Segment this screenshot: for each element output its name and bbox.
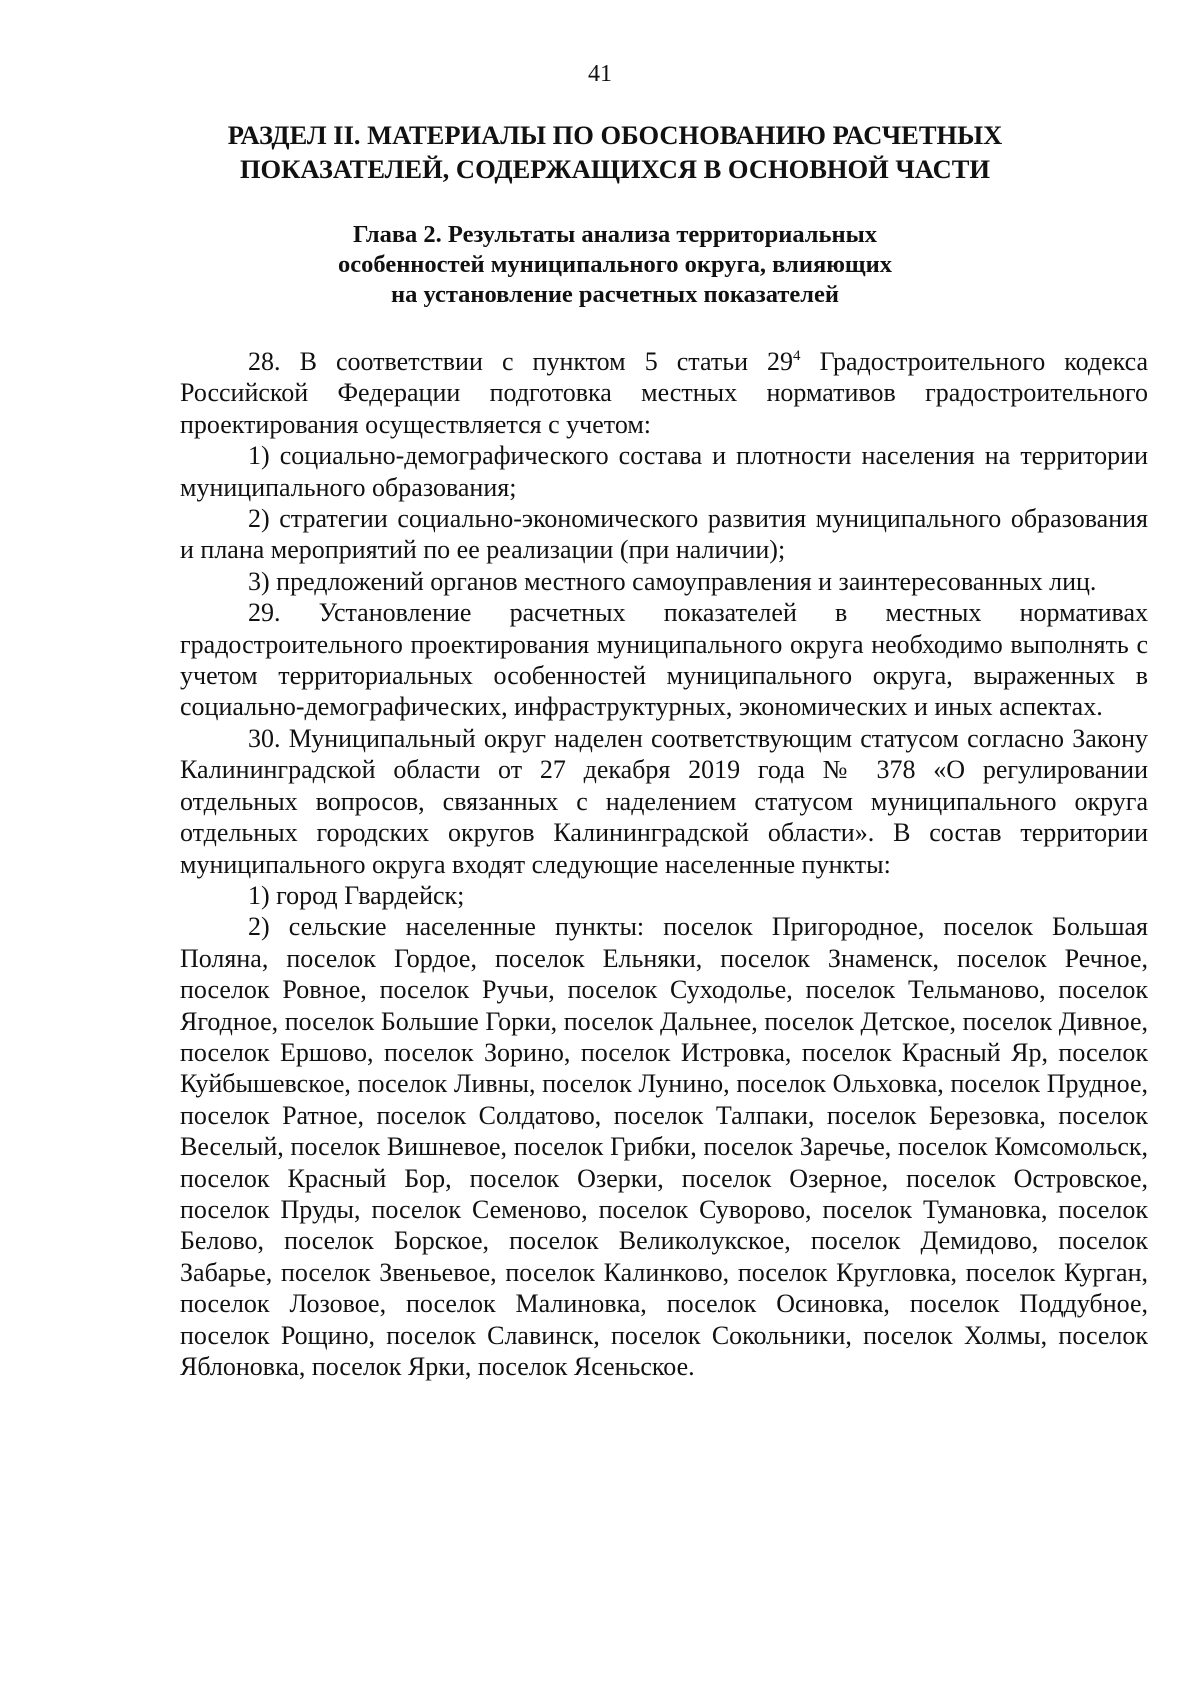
paragraph-28 bbox=[180, 346, 1148, 440]
paragraph-30-item-1: 1) город Гвардейск; bbox=[248, 880, 465, 910]
paragraph-28-item-3: 3) предложений органов местного самоуправления и заинтересованных лиц. bbox=[248, 566, 1097, 596]
body-text bbox=[180, 346, 1148, 1382]
paragraph-28-item-2: 2) стратегии социально-экономического развития муниципального образования и плана мероприятий по ее реализации (при наличии); bbox=[180, 504, 1148, 565]
chapter-title-line-1: Глава 2. Результаты анализа территориальных bbox=[353, 221, 877, 248]
paragraph-30-item-2: 2) сельские населенные пункты: поселок Пригородное, поселок Большая Поляна, поселок Гордое, поселок Ельняки, поселок Знаменск, поселок Речное, поселок Ровное, поселок Ручьи, поселок Суходолье, поселок Тельманово, поселок Ягодное, поселок Большие Горки, поселок Дальнее, поселок Детское, поселок Дивное, поселок Ершово, поселок Зорино, поселок Истровка, поселок Красный Яр, поселок Куйбышевское, поселок Ливны, поселок Лунино, поселок Ольховка, поселок Прудное, поселок Ратное, поселок Солдатово, поселок Талпаки, поселок Березовка, поселок Веселый, поселок Вишневое, поселок Грибки, поселок Заречье, поселок Комсомольск, поселок Красный Бор, поселок Озерки, поселок Озерное, поселок Островское, поселок Пруды, поселок Семеново, поселок Суворово, поселок Тумановка, поселок Белово, поселок Борское, поселок Великолукское, поселок Демидово, поселок Забарье, поселок Звеньевое, поселок Калинково, поселок Кругловка, поселок Курган, поселок Лозовое, поселок Малиновка, поселок Осиновка, поселок Поддубное, поселок Рощино, поселок Славинск, поселок Сокольники, поселок Холмы, поселок Яблоновка, поселок Ярки, поселок Ясеньское. bbox=[180, 912, 1148, 1381]
chapter-title bbox=[300, 220, 930, 310]
paragraph-28-item-1: 1) социально-демографического состава и плотности населения на территории муниципального образования; bbox=[180, 441, 1148, 502]
paragraph-28-end: Градостроительного кодекса Российской Федерации подготовка местных нормативов градостроительного проектирования осуществляется с учетом: bbox=[180, 347, 1148, 439]
page-number: 41 bbox=[588, 61, 612, 87]
chapter-title-line-3: на установление расчетных показателей bbox=[390, 281, 840, 308]
article-superscript: 4 bbox=[793, 348, 801, 364]
paragraph-30: 30. Муниципальный округ наделен соответствующим статусом согласно Закону Калининградской области от 27 декабря 2019 года № 378 «О регулировании отдельных вопросов, связанных с наделением статусом муниципального округа отдельных городских округов Калининградской области». В состав территории муниципального округа входят следующие населенные пункты: bbox=[180, 723, 1148, 879]
section-title bbox=[220, 118, 1010, 186]
section-title-line-1: РАЗДЕЛ II. МАТЕРИАЛЫ ПО ОБОСНОВАНИЮ РАСЧЕТНЫХ bbox=[227, 120, 1003, 150]
paragraph-29: 29. Установление расчетных показателей в местных нормативах градостроительного проектирования муниципального округа необходимо выполнять с учетом территориальных особенностей муниципального округа, выраженных в социально-демографических, инфраструктурных, экономических и иных аспектах. bbox=[180, 598, 1148, 722]
paragraph-28-start: 28. В соответствии с пунктом 5 статьи 29 bbox=[248, 347, 794, 376]
section-title-line-2: ПОКАЗАТЕЛЕЙ, СОДЕРЖАЩИХСЯ В ОСНОВНОЙ ЧАСТИ bbox=[239, 154, 991, 184]
chapter-title-line-2: особенностей муниципального округа, влияющих bbox=[338, 251, 892, 278]
